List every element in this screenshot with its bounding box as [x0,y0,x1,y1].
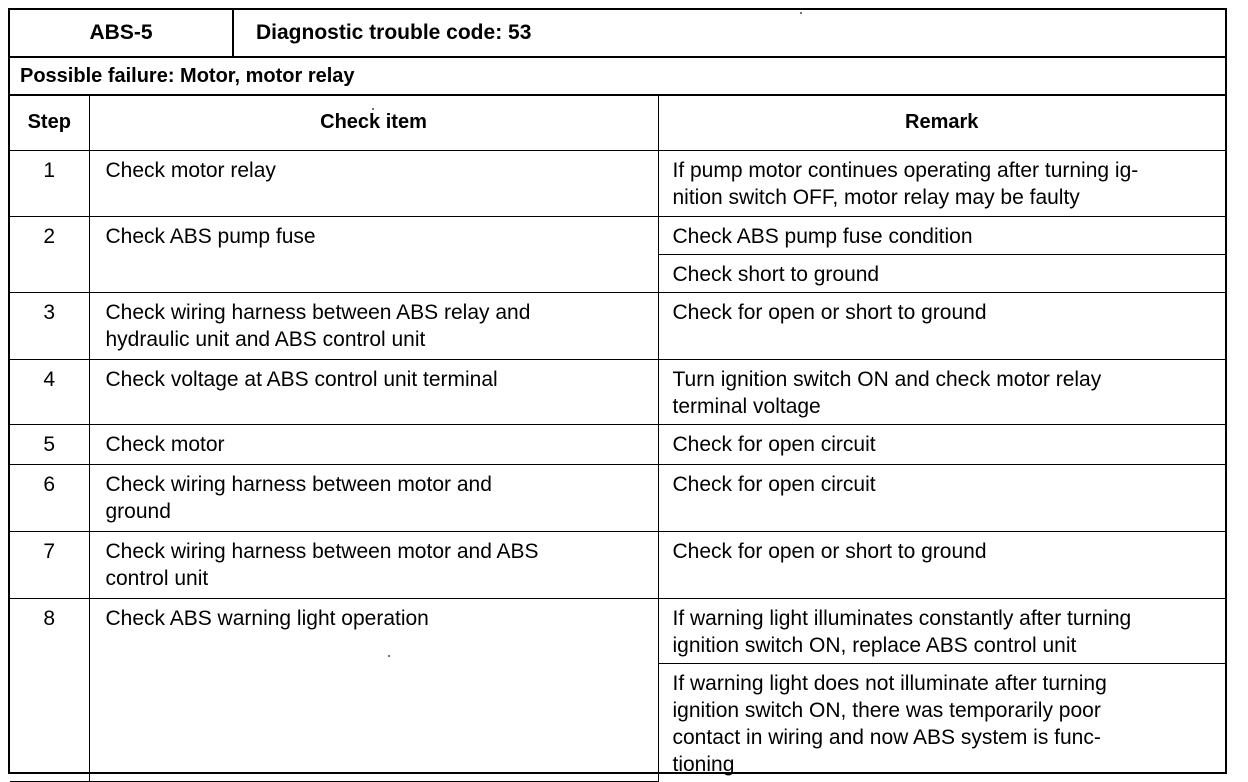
step-number: 2 [10,216,89,292]
check-steps-table [10,96,1225,782]
table-header-row [10,96,1225,150]
table-row [10,424,1225,464]
column-header-remark: Remark [658,96,1225,150]
step-number: 7 [10,531,89,598]
diagnostic-sheet [8,8,1227,774]
trouble-code-title: Diagnostic trouble code: 53 [256,21,532,44]
scan-speck [372,108,374,110]
step-number: 5 [10,424,89,464]
remark: If pump motor continues operating after turning ig- nition switch OFF, motor relay may be faulty [658,150,1225,216]
table-row [10,150,1225,216]
remark: Check for open or short to ground [658,292,1225,359]
remark: If warning light does not illuminate after turning ignition switch ON, there was temporarily poor contact in wiring and now ABS system is func- tioning [658,663,1225,782]
step-number: 6 [10,464,89,531]
step-number: 4 [10,359,89,424]
step-number: 1 [10,150,89,216]
table-row [10,292,1225,359]
table-row [10,359,1225,424]
step-number: 3 [10,292,89,359]
column-header-check-item: Check item [89,96,658,150]
column-header-step: Step [10,96,89,150]
remark: If warning light illuminates constantly after turning ignition switch ON, replace ABS control unit [658,598,1225,663]
remark: Check for open circuit [658,464,1225,531]
procedure-code: ABS-5 [10,10,234,56]
check-item: Check motor [89,424,658,464]
check-item: Check ABS warning light operation [89,598,658,782]
remark: Check ABS pump fuse condition [658,216,1225,254]
table-row [10,464,1225,531]
check-item: Check motor relay [89,150,658,216]
check-item: Check voltage at ABS control unit terminal [89,359,658,424]
table-row [10,598,1225,663]
scan-speck [800,12,802,14]
table-row [10,216,1225,254]
remark: Turn ignition switch ON and check motor relay terminal voltage [658,359,1225,424]
check-item: Check ABS pump fuse [89,216,658,292]
scan-speck [388,655,390,657]
check-item: Check wiring harness between motor and ground [89,464,658,531]
remark: Check for open or short to ground [658,531,1225,598]
check-item: Check wiring harness between ABS relay and hydraulic unit and ABS control unit [89,292,658,359]
step-number: 8 [10,598,89,782]
remark: Check for open circuit [658,424,1225,464]
table-row [10,531,1225,598]
check-item: Check wiring harness between motor and ABS control unit [89,531,658,598]
remark: Check short to ground [658,254,1225,292]
possible-failure: Possible failure: Motor, motor relay [10,58,1225,96]
title-row [10,10,1225,58]
